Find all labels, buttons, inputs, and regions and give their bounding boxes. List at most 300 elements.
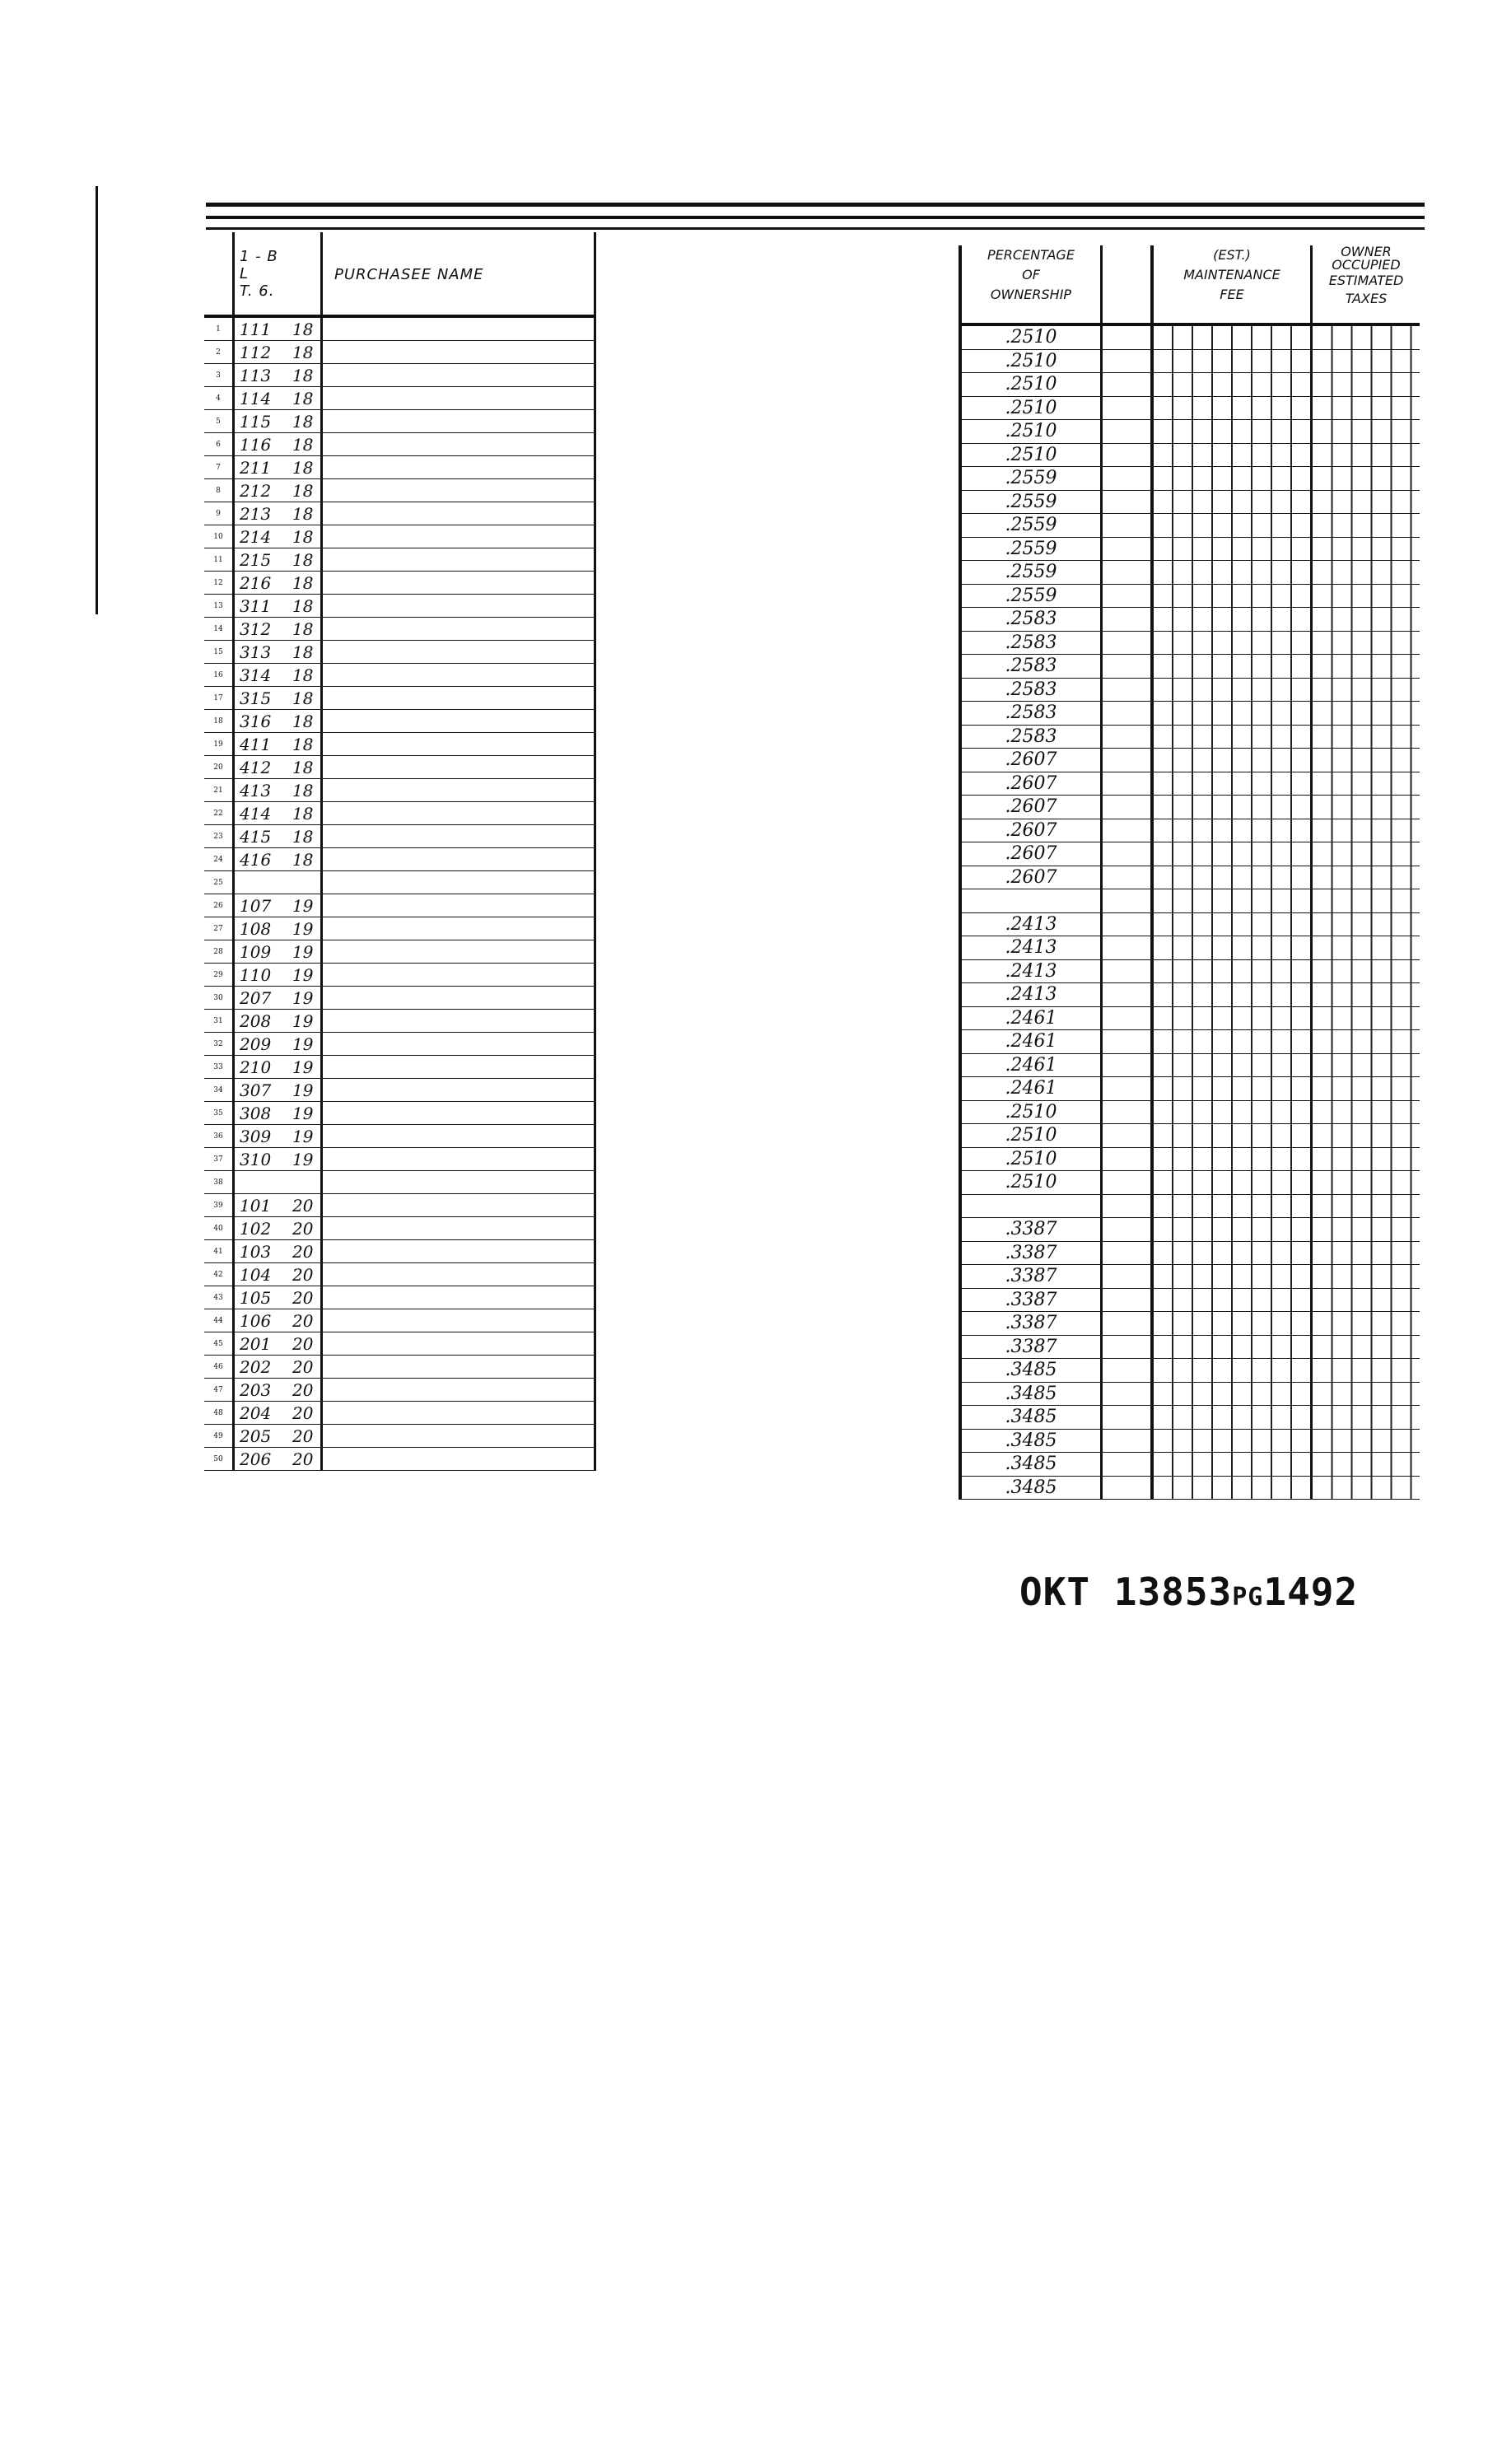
right-table-row [960,983,1420,1007]
ownership-percentage: .2607 [960,772,1102,796]
row-number: 34 [204,1079,234,1102]
purchaser-name-cell [322,341,595,364]
estimated-taxes-cell [1312,373,1420,397]
left-table-row [204,664,595,687]
building-number: 18 [291,316,322,341]
unit-number: 213 [234,502,292,525]
maintenance-fee-cell [1152,1382,1312,1406]
purchaser-name-cell [322,1079,595,1102]
bldg-header [291,232,322,316]
blank-cell [1102,1335,1153,1359]
building-number: 18 [291,825,322,848]
unit-number: 108 [234,917,292,940]
row-number: 19 [204,733,234,756]
building-number: 20 [291,1356,322,1379]
purchaser-name-cell [322,1125,595,1148]
maintenance-fee-cell [1152,772,1312,796]
blank-cell [1102,1288,1153,1312]
maintenance-fee-cell [1152,443,1312,467]
ownership-percentage: .2607 [960,866,1102,889]
ownership-percentage: .3485 [960,1406,1102,1430]
purchaser-name-cell [322,871,595,894]
left-table-row [204,316,595,341]
left-table-row [204,1356,595,1379]
ownership-percentage: .3485 [960,1453,1102,1477]
blank-cell [1102,842,1153,866]
estimated-taxes-cell [1312,396,1420,420]
maintenance-fee-cell [1152,1453,1312,1477]
maintenance-fee-cell [1152,1218,1312,1242]
estimated-taxes-cell [1312,608,1420,632]
estimated-taxes-cell [1312,1124,1420,1148]
unit-number: 212 [234,479,292,502]
right-table-row [960,1429,1420,1453]
purchaser-name-cell [322,1332,595,1356]
row-number: 28 [204,940,234,964]
right-table-row [960,1265,1420,1289]
building-number: 19 [291,964,322,987]
purchaser-name-cell [322,802,595,825]
blank-cell [1102,1124,1153,1148]
estimated-taxes-cell [1312,1359,1420,1383]
building-number: 18 [291,502,322,525]
blank-cell [1102,725,1153,749]
blank-cell [1102,655,1153,679]
estimated-taxes-cell [1312,514,1420,538]
blank-cell [1102,561,1153,585]
right-table-row [960,889,1420,913]
purchaser-name-cell [322,825,595,848]
maintenance-fee-cell [1152,1124,1312,1148]
row-number: 17 [204,687,234,710]
ownership-percentage: .3387 [960,1288,1102,1312]
ownership-percentage: .2559 [960,537,1102,561]
right-table-row [960,631,1420,655]
estimated-taxes-cell [1312,443,1420,467]
ownership-percentage: .2510 [960,1147,1102,1171]
ownership-percentage: .2583 [960,702,1102,726]
estimated-taxes-cell [1312,1406,1420,1430]
unit-number: 207 [234,987,292,1010]
purchaser-name-cell [322,502,595,525]
blank-cell [1102,1077,1153,1101]
row-number: 40 [204,1217,234,1240]
building-number: 18 [291,779,322,802]
blank-cell [1102,1312,1153,1336]
row-number: 14 [204,618,234,641]
building-number: 18 [291,618,322,641]
building-number: 18 [291,572,322,595]
purchaser-name-cell [322,618,595,641]
left-table-row [204,871,595,894]
building-number: 18 [291,641,322,664]
purchaser-name-cell [322,1379,595,1402]
left-table-row [204,1102,595,1125]
unit-number: 313 [234,641,292,664]
tax-header-line4: TAXES [1345,291,1388,306]
left-table-row [204,1010,595,1033]
purchaser-name-cell [322,316,595,341]
left-table-row [204,1148,595,1171]
maintenance-fee-cell [1152,819,1312,842]
blank-cell [1102,443,1153,467]
unit-code-mid: L [240,264,250,282]
estimated-taxes-cell [1312,819,1420,842]
left-table-row [204,1033,595,1056]
row-number: 15 [204,641,234,664]
blank-cell [1102,796,1153,819]
maintenance-fee-cell [1152,1288,1312,1312]
left-table-row [204,525,595,548]
maintenance-fee-cell [1152,1171,1312,1195]
maintenance-fee-cell [1152,1241,1312,1265]
estimated-taxes-cell [1312,842,1420,866]
unit-number: 201 [234,1332,292,1356]
right-table-row [960,702,1420,726]
row-number: 7 [204,456,234,479]
purchaser-name-cell [322,1263,595,1286]
right-table-row [960,866,1420,889]
left-table-row [204,1079,595,1102]
row-number: 36 [204,1125,234,1148]
row-number: 29 [204,964,234,987]
ownership-percentage: .2559 [960,584,1102,608]
fee-header-line1: (EST.) [1213,247,1251,263]
left-table-row [204,364,595,387]
ownership-percentage: .2583 [960,631,1102,655]
left-table-row [204,1332,595,1356]
building-number: 20 [291,1379,322,1402]
blank-cell [1102,608,1153,632]
estimated-taxes-cell [1312,1053,1420,1077]
row-number: 42 [204,1263,234,1286]
estimated-taxes-cell [1312,584,1420,608]
building-number: 18 [291,364,322,387]
maintenance-fee-cell [1152,842,1312,866]
row-number: 24 [204,848,234,871]
building-number: 19 [291,1102,322,1125]
left-table-row [204,1379,595,1402]
right-table-row [960,1288,1420,1312]
building-number: 20 [291,1194,322,1217]
right-table-row [960,936,1420,960]
unit-number: 203 [234,1379,292,1402]
unit-number: 315 [234,687,292,710]
right-table-row [960,1335,1420,1359]
estimated-taxes-cell [1312,912,1420,936]
blank-cell [1102,1476,1153,1500]
purchaser-name-cell [322,595,595,618]
unit-number: 101 [234,1194,292,1217]
left-table-row [204,1240,595,1263]
purchaser-name-cell [322,1194,595,1217]
row-number: 32 [204,1033,234,1056]
unit-number: 309 [234,1125,292,1148]
purchaser-name-cell [322,525,595,548]
purchaser-name-cell [322,710,595,733]
right-table-row [960,443,1420,467]
left-margin-rule [96,186,98,614]
purchaser-name-cell [322,1056,595,1079]
ownership-percentage: .3387 [960,1335,1102,1359]
right-table-row [960,1241,1420,1265]
blank-cell [1102,678,1153,702]
stamp-page-number: 1492 [1263,1570,1359,1614]
row-number: 10 [204,525,234,548]
building-number: 19 [291,894,322,917]
row-number: 9 [204,502,234,525]
blank-cell [1102,490,1153,514]
purchaser-name-cell [322,1033,595,1056]
blank-cell [1102,1147,1153,1171]
building-number: 19 [291,1033,322,1056]
row-number: 13 [204,595,234,618]
blank-cell [1102,866,1153,889]
left-table-row [204,687,595,710]
row-number-header [204,232,234,316]
estimated-taxes-cell [1312,1077,1420,1101]
maintenance-fee-cell [1152,725,1312,749]
ownership-percentage: .2461 [960,1030,1102,1054]
purchaser-name-cell [322,1402,595,1425]
blank-cell [1102,420,1153,444]
unit-number: 308 [234,1102,292,1125]
row-number: 16 [204,664,234,687]
right-rows [960,324,1420,1500]
left-table-row [204,1309,595,1332]
left-table-row [204,917,595,940]
row-number: 44 [204,1309,234,1332]
purchaser-name-cell [322,733,595,756]
unit-number: 109 [234,940,292,964]
building-number: 18 [291,479,322,502]
purchaser-name-cell [322,779,595,802]
maintenance-fee-cell [1152,889,1312,913]
building-number: 18 [291,664,322,687]
building-number: 18 [291,548,322,572]
estimated-taxes-cell [1312,349,1420,373]
estimated-taxes-cell [1312,1218,1420,1242]
estimated-taxes-cell [1312,983,1420,1007]
row-number: 1 [204,316,234,341]
left-rows [204,316,595,1471]
building-number: 19 [291,987,322,1010]
right-table-row [960,467,1420,491]
row-number: 22 [204,802,234,825]
ownership-percentage: .2583 [960,678,1102,702]
ownership-percentage: .2510 [960,420,1102,444]
row-number: 31 [204,1010,234,1033]
blank-cell [1102,396,1153,420]
right-table-row [960,1171,1420,1195]
purchaser-name-cell [322,364,595,387]
estimated-taxes-cell [1312,749,1420,772]
ownership-percentage: .2510 [960,443,1102,467]
unit-number: 311 [234,595,292,618]
unit-number: 105 [234,1286,292,1309]
blank-cell [1102,749,1153,772]
blank-header [1102,245,1153,324]
purchaser-name-cell [322,964,595,987]
left-table-row [204,341,595,364]
tax-header-line1: OWNER [1341,244,1392,259]
blank-cell [1102,1053,1153,1077]
purchaser-name-cell [322,1217,595,1240]
row-number: 26 [204,894,234,917]
unit-number: 216 [234,572,292,595]
row-number: 48 [204,1402,234,1425]
blank-cell [1102,889,1153,913]
row-number: 23 [204,825,234,848]
row-number: 5 [204,410,234,433]
right-table-row [960,1147,1420,1171]
left-table-row [204,825,595,848]
estimated-taxes-cell [1312,1171,1420,1195]
maintenance-fee-cell [1152,1429,1312,1453]
ownership-percentage: .2510 [960,324,1102,349]
maintenance-fee-cell [1152,584,1312,608]
fee-header [1152,245,1312,324]
ownership-percentage: .2607 [960,749,1102,772]
purchaser-name-cell [322,1425,595,1448]
purchaser-name-cell [322,687,595,710]
left-table-row [204,733,595,756]
right-table-row [960,655,1420,679]
unit-number: 211 [234,456,292,479]
right-table-row [960,584,1420,608]
estimated-taxes-cell [1312,959,1420,983]
ownership-percentage: .2413 [960,912,1102,936]
maintenance-fee-cell [1152,1406,1312,1430]
right-table-row [960,796,1420,819]
purchaser-name-cell [322,987,595,1010]
blank-cell [1102,467,1153,491]
maintenance-fee-cell [1152,1476,1312,1500]
right-table-row [960,1194,1420,1218]
unit-number: 110 [234,964,292,987]
purchaser-name-cell [322,894,595,917]
left-table-row [204,572,595,595]
row-number: 46 [204,1356,234,1379]
left-table-row [204,1217,595,1240]
purchaser-header [322,232,595,316]
right-table-row [960,537,1420,561]
building-number: 18 [291,687,322,710]
ownership-percentage: .2510 [960,396,1102,420]
building-number: 20 [291,1240,322,1263]
purchaser-name-cell [322,1309,595,1332]
right-table-row [960,842,1420,866]
row-number: 3 [204,364,234,387]
building-number: 19 [291,1148,322,1171]
unit-number: 102 [234,1217,292,1240]
purchaser-name-cell [322,1240,595,1263]
blank-cell [1102,1030,1153,1054]
unit-number: 412 [234,756,292,779]
ownership-percentage: .3485 [960,1429,1102,1453]
row-number: 49 [204,1425,234,1448]
building-number: 18 [291,410,322,433]
ownership-percentage: .2607 [960,796,1102,819]
purchaser-name-cell [322,572,595,595]
row-number: 47 [204,1379,234,1402]
estimated-taxes-cell [1312,1453,1420,1477]
right-table-row [960,1359,1420,1383]
right-table-row [960,1382,1420,1406]
right-table-row [960,772,1420,796]
maintenance-fee-cell [1152,561,1312,585]
blank-cell [1102,1241,1153,1265]
blank-cell [1102,514,1153,538]
estimated-taxes-cell [1312,1476,1420,1500]
maintenance-fee-cell [1152,959,1312,983]
estimated-taxes-cell [1312,490,1420,514]
purchaser-name-label: PURCHASEE NAME [334,266,484,283]
estimated-taxes-cell [1312,866,1420,889]
ownership-percentage: .2413 [960,936,1102,960]
blank-cell [1102,1006,1153,1030]
left-table-row [204,1448,595,1471]
unit-number: 416 [234,848,292,871]
unit-number: 312 [234,618,292,641]
row-number: 8 [204,479,234,502]
left-table-row [204,1425,595,1448]
unit-number: 112 [234,341,292,364]
pct-header-line2: OF [1022,267,1040,282]
blank-cell [1102,349,1153,373]
row-number: 39 [204,1194,234,1217]
estimated-taxes-cell [1312,1312,1420,1336]
right-table-row [960,324,1420,349]
fee-header-line2: MAINTENANCE [1183,267,1280,282]
unit-number: 316 [234,710,292,733]
estimated-taxes-cell [1312,420,1420,444]
pct-header-line3: OWNERSHIP [990,287,1072,302]
row-number: 41 [204,1240,234,1263]
tax-header-line2: OCCUPIED [1332,257,1401,273]
maintenance-fee-cell [1152,467,1312,491]
building-number: 18 [291,595,322,618]
building-number: 20 [291,1217,322,1240]
ownership-percentage: .3485 [960,1359,1102,1383]
right-table-row [960,1100,1420,1124]
left-table-row [204,641,595,664]
left-table-row [204,756,595,779]
right-table-row [960,912,1420,936]
ownership-percentage: .2413 [960,959,1102,983]
right-table-row [960,1077,1420,1101]
purchaser-name-cell [322,940,595,964]
ownership-percentage: .2510 [960,1124,1102,1148]
top-rule-2 [206,216,1425,219]
blank-cell [1102,959,1153,983]
row-number: 18 [204,710,234,733]
blank-cell [1102,702,1153,726]
ownership-percentage: .2583 [960,725,1102,749]
ownership-percentage: .2510 [960,1171,1102,1195]
ownership-percentage: .3485 [960,1382,1102,1406]
maintenance-fee-cell [1152,912,1312,936]
estimated-taxes-cell [1312,467,1420,491]
purchaser-name-cell [322,1171,595,1194]
building-number: 20 [291,1332,322,1356]
blank-cell [1102,1218,1153,1242]
pct-header [960,245,1102,324]
estimated-taxes-cell [1312,796,1420,819]
ownership-percentage: .2510 [960,349,1102,373]
ownership-percentage: .3387 [960,1265,1102,1289]
right-table-row [960,1030,1420,1054]
